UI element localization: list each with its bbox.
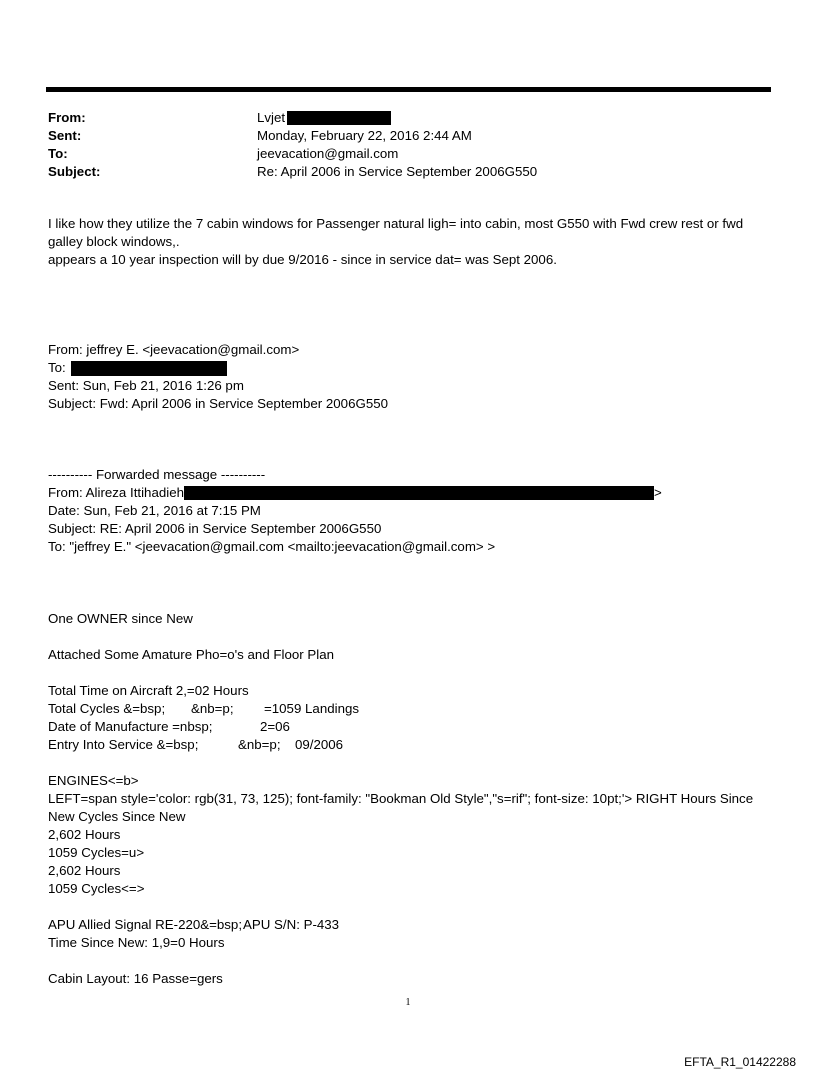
total-cycles-a: Total Cycles &=bsp; [48,701,166,716]
spacer [48,754,753,772]
fwd2-from-end: > [653,485,662,500]
to-value: jeevacation@gmail.com [257,146,399,161]
page-number: 1 [405,997,411,1008]
fwd1-from: From: jeffrey E. <jeevacation@gmail.com> [48,342,300,357]
fwd1-subject: Subject: Fwd: April 2006 in Service September 2006G550 [48,396,389,411]
left-right-line: LEFT=span style='color: rgb(31, 73, 125); font-family: "Bookman Old Style","s=rif"; font-size: 10pt;'> RIGHT Hours Since [48,791,754,806]
from-name: Lvjet [257,110,286,125]
to-label: To: [48,146,68,161]
fwd2-from [48,484,662,502]
aircraft-details [48,610,753,988]
engines-line: ENGINES<=b> [48,773,139,788]
entry-service-c: 09/2006 [295,737,344,752]
body-paragraph-2: appears a 10 year inspection will by due 9/2016 - since in service dat= was Sept 2006. [48,252,557,267]
spacer [48,952,753,970]
body-paragraph-1: I like how they utilize the 7 cabin windows for Passenger natural ligh= into cabin, most G550 with Fwd crew rest or fwd galley block windows,. [48,216,744,249]
spacer [48,628,753,646]
sent-value: Monday, February 22, 2016 2:44 AM [257,128,472,143]
apu-b: APU S/N: P-433 [243,917,340,932]
cabin-layout-line: Cabin Layout: 16 Passe=gers [48,971,223,986]
fwd2-from-label: From: Alireza Ittihadieh [48,485,184,500]
from-label: From: [48,110,86,125]
redaction-box [287,111,391,125]
total-cycles-c: =1059 Landings [264,701,360,716]
sent-label: Sent: [48,128,82,143]
subject-value: Re: April 2006 in Service September 2006G550 [257,164,538,179]
header-rule [46,87,771,92]
fwd2-to: To: "jeffrey E." <jeevacation@gmail.com <mailto:jeevacation@gmail.com> > [48,539,496,554]
redaction-box [71,361,227,376]
cycles-line-1: 1059 Cycles=u> [48,845,145,860]
fwd2-subject: Subject: RE: April 2006 in Service September 2006G550 [48,521,382,536]
fwd1-sent: Sent: Sun, Feb 21, 2016 1:26 pm [48,378,244,393]
entry-service-b: &nb=p; [238,737,281,752]
attached-line: Attached Some Amature Pho=o's and Floor Plan [48,647,335,662]
forwarded-header-2 [48,466,662,556]
from-value [257,109,391,127]
subject-label: Subject: [48,164,101,179]
redaction-box [184,486,654,500]
apu-a: APU Allied Signal RE-220&=bsp; [48,917,243,932]
forwarded-header-1 [48,341,388,413]
total-cycles-line [48,700,753,718]
entry-service-line [48,736,753,754]
owner-line: One OWNER since New [48,611,193,626]
bates-number: EFTA_R1_01422288 [684,1055,796,1069]
cycles-line-2: 1059 Cycles<=> [48,881,145,896]
time-since-new-line: Time Since New: 1,9=0 Hours [48,935,225,950]
message-body [48,215,763,269]
entry-service-a: Entry Into Service &=bsp; [48,737,199,752]
manufacture-a: Date of Manufacture =nbsp; [48,719,213,734]
fwd1-to-label: To: [48,360,66,375]
fwd2-divider: ---------- Forwarded message ---------- [48,467,266,482]
fwd1-to [48,359,388,377]
fwd2-date: Date: Sun, Feb 21, 2016 at 7:15 PM [48,503,261,518]
manufacture-line [48,718,753,736]
spacer [48,664,753,682]
hours-line-2: 2,602 Hours [48,863,121,878]
manufacture-b: 2=06 [260,719,290,734]
total-time-line: Total Time on Aircraft 2,=02 Hours [48,683,249,698]
total-cycles-b: &nb=p; [191,701,234,716]
new-cycles-line: New Cycles Since New [48,809,186,824]
apu-line [48,916,753,934]
spacer [48,898,753,916]
hours-line-1: 2,602 Hours [48,827,121,842]
